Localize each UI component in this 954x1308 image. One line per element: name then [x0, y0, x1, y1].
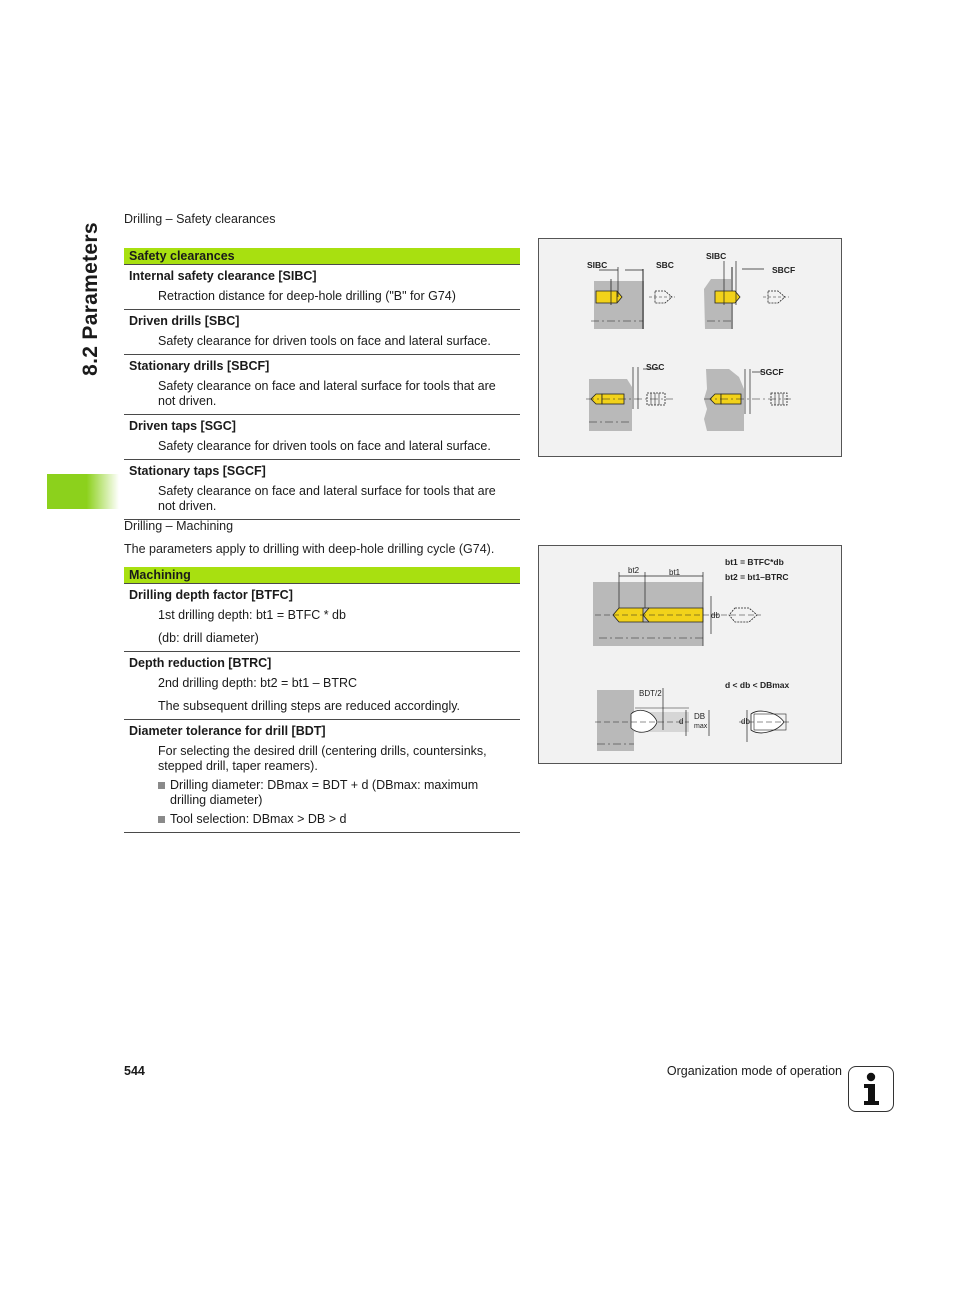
param-title: Stationary taps [SGCF]	[129, 464, 266, 478]
param-desc: Safety clearance on face and lateral surface for tools that are not driven.	[158, 484, 496, 513]
section-title-vertical	[74, 214, 108, 384]
label-sibc: SIBC	[587, 260, 608, 270]
table-row	[124, 355, 520, 415]
table-header: Machining	[124, 567, 520, 584]
param-desc: Safety clearance on face and lateral surface for tools that are not driven.	[158, 379, 496, 408]
label-sibc-2: SIBC	[706, 251, 727, 261]
param-desc: For selecting the desired drill (centering drills, countersinks, stepped drill, taper reamers).	[158, 744, 487, 773]
table-row	[124, 415, 520, 460]
bullet-item	[124, 778, 520, 808]
table-header: Safety clearances	[124, 248, 520, 265]
diagram-sibc-sbcf	[704, 251, 795, 329]
label-formula-1: bt1 = BTFC*db	[725, 557, 784, 567]
param-title: Internal safety clearance [SIBC]	[129, 269, 317, 283]
diagram-sgcf	[704, 367, 791, 431]
param-desc: Retraction distance for deep-hole drilling ("B" for G74)	[158, 289, 456, 303]
param-title: Depth reduction [BTRC]	[129, 656, 272, 670]
label-formula-2: bt2 = bt1–BTRC	[725, 572, 789, 582]
param-title: Drilling depth factor [BTFC]	[129, 588, 293, 602]
table-row	[124, 265, 520, 310]
page-number: 544	[124, 1064, 145, 1078]
label-bdt-half: BDT/2	[639, 689, 662, 698]
table-row	[124, 310, 520, 355]
param-desc: 1st drilling depth: bt1 = BTFC * db	[158, 608, 346, 622]
bullet-square-icon	[158, 816, 165, 823]
table-row	[124, 720, 520, 833]
param-title: Stationary drills [SBCF]	[129, 359, 270, 373]
footer-chapter-title: Organization mode of operation	[666, 1064, 842, 1078]
table-row	[124, 460, 520, 520]
table-row	[124, 584, 520, 652]
bullet-text: Drilling diameter: DBmax = BDT + d (DBmax: maximum drilling diameter)	[170, 778, 479, 807]
machining-table	[124, 567, 520, 833]
caption-safety: Drilling – Safety clearances	[124, 212, 276, 226]
section-title-text: 8.2 Parameters	[79, 222, 103, 376]
bullet-square-icon	[158, 782, 165, 789]
param-desc: Safety clearance for driven tools on face and lateral surface.	[158, 334, 491, 348]
param-desc: (db: drill diameter)	[158, 631, 259, 645]
label-d: d	[679, 717, 684, 726]
param-desc: 2nd drilling depth: bt2 = bt1 – BTRC	[158, 676, 358, 690]
label-formula-3: d < db < DBmax	[725, 680, 790, 690]
info-icon	[848, 1066, 894, 1112]
bullet-text: Tool selection: DBmax > DB > d	[170, 812, 347, 826]
table-row	[124, 652, 520, 720]
section-tab-marker	[47, 474, 119, 509]
label-sgc: SGC	[646, 362, 665, 372]
machining-figure	[538, 545, 842, 764]
label-sgcf: SGCF	[760, 367, 784, 377]
param-title: Diameter tolerance for drill [BDT]	[129, 724, 326, 738]
param-desc: Safety clearance for driven tools on face and lateral surface.	[158, 439, 491, 453]
safety-clearances-table	[124, 248, 520, 520]
param-title: Driven drills [SBC]	[129, 314, 240, 328]
param-title: Driven taps [SGC]	[129, 419, 236, 433]
label-sbc: SBC	[656, 260, 674, 270]
caption-machining: Drilling – Machining	[124, 519, 234, 533]
diagram-depth-factor	[593, 557, 789, 646]
safety-clearances-figure	[538, 238, 842, 457]
diagram-sgc	[586, 362, 673, 431]
label-db-2: db	[741, 717, 750, 726]
label-bt1: bt1	[669, 568, 681, 577]
label-dbmax-sub: max	[694, 723, 708, 730]
label-sbcf: SBCF	[772, 265, 796, 275]
diagram-diameter-tolerance	[595, 680, 790, 751]
param-desc: The subsequent drilling steps are reduced accordingly.	[158, 699, 461, 713]
bullet-item	[124, 812, 520, 827]
label-bt2: bt2	[628, 566, 640, 575]
diagram-sibc-sbc	[587, 260, 675, 329]
label-dbmax: DB	[694, 712, 706, 721]
caption-machining-intro: The parameters apply to drilling with deep-hole drilling cycle (G74).	[124, 542, 495, 556]
label-db: db	[711, 611, 720, 620]
